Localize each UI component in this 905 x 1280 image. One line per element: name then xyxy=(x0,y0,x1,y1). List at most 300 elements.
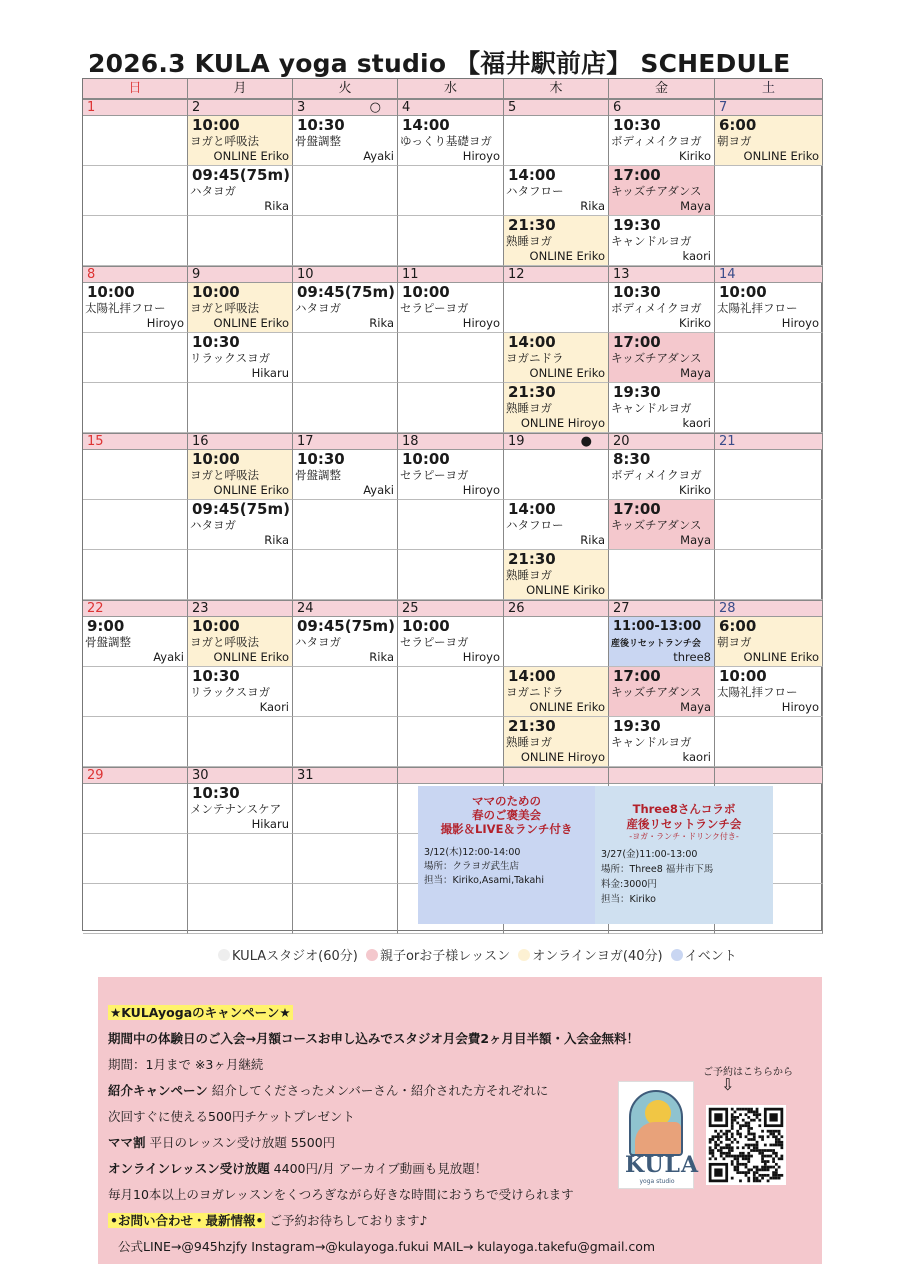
class-instructor: Hiroyo xyxy=(462,650,500,664)
class-slot[interactable] xyxy=(83,283,188,333)
promo-head: Three8さんコラボ xyxy=(632,802,736,816)
class-name: 太陽礼拝フロー xyxy=(717,301,798,315)
class-name: 骨盤調整 xyxy=(85,635,131,649)
class-instructor: ONLINE Eriko xyxy=(213,650,289,664)
date-cell xyxy=(715,601,823,617)
date-cell xyxy=(293,768,398,784)
class-slot[interactable] xyxy=(609,450,715,500)
date-number: 24 xyxy=(297,601,314,616)
empty-slot xyxy=(504,450,609,500)
class-name: ボディメイクヨガ xyxy=(611,134,702,148)
class-slot[interactable] xyxy=(188,784,293,834)
class-time: 10:30 xyxy=(192,784,240,802)
class-name: ゆっくり基礎ヨガ xyxy=(400,134,492,148)
empty-slot xyxy=(188,216,293,266)
legend-dot-studio xyxy=(218,949,230,961)
date-cell xyxy=(293,434,398,450)
empty-slot xyxy=(293,717,398,767)
class-slot[interactable] xyxy=(398,116,504,166)
date-cell xyxy=(504,100,609,116)
class-instructor: kaori xyxy=(682,249,711,263)
date-cell xyxy=(609,267,715,283)
empty-slot xyxy=(398,500,504,550)
empty-slot xyxy=(188,383,293,433)
date-number: 1 xyxy=(87,100,96,115)
contact-links[interactable]: 公式LINE→@945hzjfy Instagram→@kulayoga.fukui MAIL→ kulayoga.takefu@gmail.com xyxy=(118,1239,656,1254)
date-number: 22 xyxy=(87,601,104,616)
class-slot[interactable] xyxy=(188,667,293,717)
class-instructor: Hiroyo xyxy=(781,700,819,714)
class-slot[interactable] xyxy=(715,617,823,667)
empty-slot xyxy=(83,450,188,500)
class-time: 10:30 xyxy=(613,116,661,134)
class-instructor: Rika xyxy=(369,650,394,664)
date-cell xyxy=(609,434,715,450)
empty-slot xyxy=(293,166,398,216)
logo-wordmark: KULA xyxy=(625,1152,700,1178)
empty-slot xyxy=(398,166,504,216)
campaign-line: 期間中の体験日のご入会→月額コースお申し込みでスタジオ月会費2ヶ月目半額・入会金無料！ xyxy=(108,1031,640,1046)
empty-slot xyxy=(83,216,188,266)
class-name: 熟睡ヨガ xyxy=(506,234,552,248)
date-cell xyxy=(293,100,398,116)
promo-head: 春のご褒美会 xyxy=(472,808,541,822)
date-number: 18 xyxy=(402,434,419,449)
date-number: 12 xyxy=(508,267,525,282)
date-number: 25 xyxy=(402,601,419,616)
class-time: 14:00 xyxy=(508,166,556,184)
class-slot[interactable] xyxy=(609,166,715,216)
class-name: メンテナンスケア xyxy=(190,802,282,816)
date-number: 30 xyxy=(192,768,209,783)
date-cell xyxy=(83,100,188,116)
class-time: 10:00 xyxy=(87,283,135,301)
class-slot[interactable] xyxy=(609,333,715,383)
date-number: 13 xyxy=(613,267,630,282)
class-instructor: Kiriko xyxy=(679,316,711,330)
empty-slot xyxy=(715,383,823,433)
class-slot[interactable] xyxy=(188,116,293,166)
referral-text-2: 次回すぐに使える500円チケットプレゼント xyxy=(108,1109,355,1124)
class-name: キャンドルヨガ xyxy=(611,401,692,415)
class-time: 14:00 xyxy=(508,500,556,518)
class-time: 10:00 xyxy=(192,283,240,301)
new-moon-icon: ● xyxy=(580,434,592,449)
date-cell xyxy=(83,768,188,784)
date-number: 14 xyxy=(719,267,736,282)
date-cell xyxy=(398,768,504,784)
class-slot[interactable] xyxy=(504,500,609,550)
weekday-2: 火 xyxy=(293,79,398,99)
class-name: 太陽礼拝フロー xyxy=(85,301,166,315)
empty-slot xyxy=(398,216,504,266)
class-instructor: ONLINE Hiroyo xyxy=(520,416,605,430)
class-instructor: ONLINE Eriko xyxy=(529,249,605,263)
date-number: 11 xyxy=(402,267,419,282)
date-number: 20 xyxy=(613,434,630,449)
class-name: 産後リセットランチ会 xyxy=(611,639,701,649)
empty-slot xyxy=(188,884,293,934)
class-time: 19:30 xyxy=(613,383,661,401)
class-instructor: Hiroyo xyxy=(781,316,819,330)
class-slot[interactable] xyxy=(609,283,715,333)
class-slot[interactable] xyxy=(398,450,504,500)
class-instructor: Rika xyxy=(264,533,289,547)
empty-slot xyxy=(715,450,823,500)
class-instructor: ONLINE Kiriko xyxy=(526,583,605,597)
referral-title: 紹介キャンペーン xyxy=(108,1083,208,1098)
class-time: 10:00 xyxy=(719,667,767,685)
class-slot[interactable] xyxy=(715,283,823,333)
yoga-figure-icon xyxy=(635,1122,681,1156)
class-slot[interactable] xyxy=(293,450,398,500)
mama-title: ママ割 xyxy=(108,1135,146,1150)
class-time: 17:00 xyxy=(613,333,661,351)
online-unlimited-text: 4400円/月 アーカイブ動画も見放題！ xyxy=(269,1161,488,1176)
date-cell xyxy=(398,434,504,450)
class-instructor: Kaori xyxy=(259,700,289,714)
class-name: ヨガニドラ xyxy=(506,685,564,699)
empty-slot xyxy=(83,383,188,433)
empty-slot xyxy=(83,884,188,934)
empty-slot xyxy=(83,116,188,166)
class-slot[interactable] xyxy=(188,283,293,333)
class-time: 21:30 xyxy=(508,383,556,401)
class-name: ヨガニドラ xyxy=(506,351,564,365)
empty-slot xyxy=(398,333,504,383)
class-instructor: ONLINE Eriko xyxy=(743,650,819,664)
date-cell xyxy=(83,601,188,617)
empty-slot xyxy=(398,717,504,767)
empty-slot xyxy=(293,667,398,717)
date-cell xyxy=(504,267,609,283)
class-name: 太陽礼拝フロー xyxy=(717,685,798,699)
empty-slot xyxy=(293,216,398,266)
class-instructor: Hiroyo xyxy=(462,316,500,330)
promo-sub: -ヨガ・ランチ・ドリンク付き- xyxy=(629,832,739,841)
class-instructor: ONLINE Eriko xyxy=(743,149,819,163)
class-time: 10:30 xyxy=(613,283,661,301)
qr-code[interactable] xyxy=(706,1105,786,1185)
date-cell xyxy=(188,434,293,450)
class-instructor: ONLINE Eriko xyxy=(529,700,605,714)
campaign-title: ★KULAyogaのキャンペーン★ xyxy=(110,1005,291,1020)
class-time: 10:00 xyxy=(719,283,767,301)
online-unlimited-title: オンラインレッスン受け放題 xyxy=(108,1161,270,1176)
class-name: ハタヨガ xyxy=(295,635,341,649)
empty-slot xyxy=(293,884,398,934)
class-slot[interactable] xyxy=(188,166,293,216)
class-slot[interactable] xyxy=(83,617,188,667)
date-cell xyxy=(83,434,188,450)
date-cell xyxy=(293,601,398,617)
empty-slot xyxy=(83,667,188,717)
weekday-header xyxy=(83,79,823,99)
class-slot[interactable] xyxy=(609,617,715,667)
class-slot[interactable] xyxy=(188,617,293,667)
date-row xyxy=(83,600,823,617)
class-slot[interactable] xyxy=(188,450,293,500)
class-name: 熟睡ヨガ xyxy=(506,735,552,749)
promo-spring-reward xyxy=(418,786,595,924)
class-instructor: Rika xyxy=(264,199,289,213)
class-name: ハタヨガ xyxy=(295,301,341,315)
class-name: 朝ヨガ xyxy=(717,635,752,649)
date-cell xyxy=(293,267,398,283)
date-number: 28 xyxy=(719,601,736,616)
class-time: 10:30 xyxy=(192,333,240,351)
class-slot[interactable] xyxy=(504,717,609,767)
date-cell xyxy=(715,267,823,283)
class-instructor: Maya xyxy=(680,199,711,213)
weekday-1: 月 xyxy=(188,79,293,99)
class-slot[interactable] xyxy=(504,667,609,717)
empty-slot xyxy=(715,550,823,600)
promo-line: 料金:3000円 xyxy=(601,879,657,890)
mama-text: 平日のレッスン受け放題 5500円 xyxy=(145,1135,336,1150)
class-time: 21:30 xyxy=(508,550,556,568)
class-time: 17:00 xyxy=(613,166,661,184)
page-title: 2026.3 KULA yoga studio 【福井駅前店】 SCHEDULE xyxy=(88,49,791,78)
date-row xyxy=(83,266,823,283)
empty-slot xyxy=(83,784,188,834)
logo-arch-graphic xyxy=(629,1090,683,1156)
class-name: リラックスヨガ xyxy=(190,685,271,699)
class-slot[interactable] xyxy=(715,667,823,717)
class-instructor: Ayaki xyxy=(153,650,184,664)
class-name: キャンドルヨガ xyxy=(611,735,692,749)
logo-subtitle: yoga studio xyxy=(639,1178,675,1185)
class-slot[interactable] xyxy=(398,617,504,667)
class-name: ボディメイクヨガ xyxy=(611,301,702,315)
date-row xyxy=(83,99,823,116)
class-time: 6:00 xyxy=(719,116,757,134)
class-time: 21:30 xyxy=(508,717,556,735)
class-name: セラピーヨガ xyxy=(400,301,469,315)
date-number: 15 xyxy=(87,434,104,449)
class-name: ヨガと呼吸法 xyxy=(190,301,259,315)
legend-label: KULAスタジオ(60分) xyxy=(232,949,358,964)
class-name: キッズチアダンス xyxy=(611,518,702,532)
date-cell xyxy=(504,768,609,784)
empty-slot xyxy=(83,717,188,767)
class-time: 10:30 xyxy=(192,667,240,685)
empty-slot xyxy=(715,500,823,550)
empty-slot xyxy=(293,383,398,433)
class-instructor: Kiriko xyxy=(679,483,711,497)
online-unlimited-text-2: 毎月10本以上のヨガレッスンをくつろぎながら好きな時間におうちで受けられます xyxy=(108,1187,574,1202)
date-number: 2 xyxy=(192,100,201,115)
class-slot[interactable] xyxy=(293,283,398,333)
class-instructor: ONLINE Eriko xyxy=(213,316,289,330)
empty-slot xyxy=(398,383,504,433)
class-name: 骨盤調整 xyxy=(295,134,341,148)
date-cell xyxy=(715,100,823,116)
class-slot[interactable] xyxy=(293,116,398,166)
empty-slot xyxy=(504,617,609,667)
date-number: 10 xyxy=(297,267,314,282)
date-number: 29 xyxy=(87,768,104,783)
contact-text: ご予約お待ちしております♪ xyxy=(265,1213,428,1228)
class-time: 10:30 xyxy=(297,450,345,468)
class-slot[interactable] xyxy=(609,116,715,166)
class-time: 09:45(75m) xyxy=(297,283,395,301)
class-instructor: ONLINE Eriko xyxy=(213,483,289,497)
date-number: 3 xyxy=(297,100,306,115)
class-slot[interactable] xyxy=(609,500,715,550)
class-time: 14:00 xyxy=(508,333,556,351)
date-row xyxy=(83,767,823,784)
legend-label: イベント xyxy=(684,949,737,964)
class-name: ハタヨガ xyxy=(190,518,236,532)
date-number: 21 xyxy=(719,434,736,449)
class-instructor: Rika xyxy=(580,199,605,213)
class-time: 19:30 xyxy=(613,717,661,735)
class-instructor: ONLINE Hiroyo xyxy=(520,750,605,764)
weekday-6: 土 xyxy=(715,79,823,99)
date-cell xyxy=(715,768,823,784)
class-time: 09:45(75m) xyxy=(297,617,395,635)
date-number: 23 xyxy=(192,601,209,616)
class-time: 6:00 xyxy=(719,617,757,635)
class-time: 14:00 xyxy=(508,667,556,685)
class-instructor: three8 xyxy=(673,650,711,664)
promo-line: 担当：Kiriko,Asami,Takahi xyxy=(424,875,544,886)
date-cell xyxy=(188,768,293,784)
class-time: 14:00 xyxy=(402,116,450,134)
class-instructor: Kiriko xyxy=(679,149,711,163)
class-instructor: Maya xyxy=(680,366,711,380)
empty-slot xyxy=(83,166,188,216)
date-cell xyxy=(504,601,609,617)
class-name: 骨盤調整 xyxy=(295,468,341,482)
class-slot[interactable] xyxy=(188,500,293,550)
date-cell xyxy=(188,100,293,116)
class-slot[interactable] xyxy=(504,166,609,216)
class-slot[interactable] xyxy=(293,617,398,667)
class-slot[interactable] xyxy=(504,333,609,383)
class-instructor: kaori xyxy=(682,750,711,764)
empty-slot xyxy=(293,550,398,600)
class-time: 19:30 xyxy=(613,216,661,234)
class-name: 熟睡ヨガ xyxy=(506,401,552,415)
date-cell xyxy=(609,601,715,617)
class-slot[interactable] xyxy=(609,667,715,717)
empty-slot xyxy=(188,550,293,600)
legend-label: 親子orお子様レッスン xyxy=(379,949,511,964)
qr-label: ご予約はこちらから xyxy=(703,1067,793,1078)
promo-postpartum-lunch xyxy=(595,786,773,924)
class-slot[interactable] xyxy=(504,216,609,266)
empty-slot xyxy=(83,500,188,550)
class-time: 09:45(75m) xyxy=(192,500,290,518)
class-name: キャンドルヨガ xyxy=(611,234,692,248)
class-slot[interactable] xyxy=(188,333,293,383)
empty-slot xyxy=(715,166,823,216)
class-name: キッズチアダンス xyxy=(611,685,702,699)
date-cell xyxy=(188,601,293,617)
class-slot[interactable] xyxy=(504,383,609,433)
date-number: 5 xyxy=(508,100,517,115)
class-time: 10:00 xyxy=(402,283,450,301)
date-cell xyxy=(398,100,504,116)
empty-slot xyxy=(293,500,398,550)
date-cell xyxy=(398,601,504,617)
date-cell xyxy=(609,768,715,784)
class-name: ヨガと呼吸法 xyxy=(190,468,259,482)
date-number: 8 xyxy=(87,267,96,282)
full-moon-icon: ○ xyxy=(369,100,381,115)
empty-slot xyxy=(83,333,188,383)
class-instructor: Rika xyxy=(580,533,605,547)
class-instructor: Maya xyxy=(680,533,711,547)
empty-slot xyxy=(504,116,609,166)
weekday-5: 金 xyxy=(609,79,715,99)
class-time: 8:30 xyxy=(613,450,651,468)
down-arrow-icon: ⇩ xyxy=(721,1075,735,1094)
date-number: 4 xyxy=(402,100,411,115)
promo-head: 撮影＆LIVE＆ランチ付き xyxy=(440,822,573,836)
class-instructor: ONLINE Eriko xyxy=(529,366,605,380)
date-number: 7 xyxy=(719,100,728,115)
class-slot[interactable] xyxy=(609,717,715,767)
empty-slot xyxy=(504,283,609,333)
empty-slot xyxy=(609,550,715,600)
class-slot[interactable] xyxy=(504,550,609,600)
weekday-0: 日 xyxy=(83,79,188,99)
class-slot[interactable] xyxy=(609,383,715,433)
class-time: 10:00 xyxy=(192,450,240,468)
legend-label: オンラインヨガ(40分) xyxy=(532,949,663,964)
date-number: 9 xyxy=(192,267,201,282)
date-number: 31 xyxy=(297,768,314,783)
date-number: 19 xyxy=(508,434,525,449)
class-time: 11:00-13:00 xyxy=(613,619,702,634)
class-time: 9:00 xyxy=(87,617,125,635)
date-number: 26 xyxy=(508,601,525,616)
empty-slot xyxy=(715,333,823,383)
promo-head: 産後リセットランチ会 xyxy=(626,817,742,831)
class-instructor: kaori xyxy=(682,416,711,430)
legend xyxy=(218,945,737,964)
class-instructor: Hiroyo xyxy=(462,149,500,163)
class-slot[interactable] xyxy=(609,216,715,266)
campaign-period: 期間：1月まで ※3ヶ月継続 xyxy=(108,1057,264,1072)
class-time: 21:30 xyxy=(508,216,556,234)
class-name: ハタフロー xyxy=(506,184,564,198)
empty-slot xyxy=(188,717,293,767)
empty-slot xyxy=(293,834,398,884)
class-slot[interactable] xyxy=(715,116,823,166)
class-time: 17:00 xyxy=(613,667,661,685)
class-instructor: Hikaru xyxy=(251,366,289,380)
date-number: 6 xyxy=(613,100,622,115)
class-slot[interactable] xyxy=(398,283,504,333)
class-time: 10:00 xyxy=(192,617,240,635)
empty-slot xyxy=(188,834,293,884)
date-number: 17 xyxy=(297,434,314,449)
empty-slot xyxy=(398,667,504,717)
date-cell xyxy=(504,434,609,450)
class-time: 10:00 xyxy=(402,617,450,635)
legend-dot-event xyxy=(671,949,683,961)
empty-slot xyxy=(398,550,504,600)
promo-head: ママのための xyxy=(472,794,541,808)
class-name: セラピーヨガ xyxy=(400,635,469,649)
class-name: キッズチアダンス xyxy=(611,184,702,198)
promo-line: 場所：Three8 福井市下馬 xyxy=(601,864,714,875)
weekday-4: 木 xyxy=(504,79,609,99)
